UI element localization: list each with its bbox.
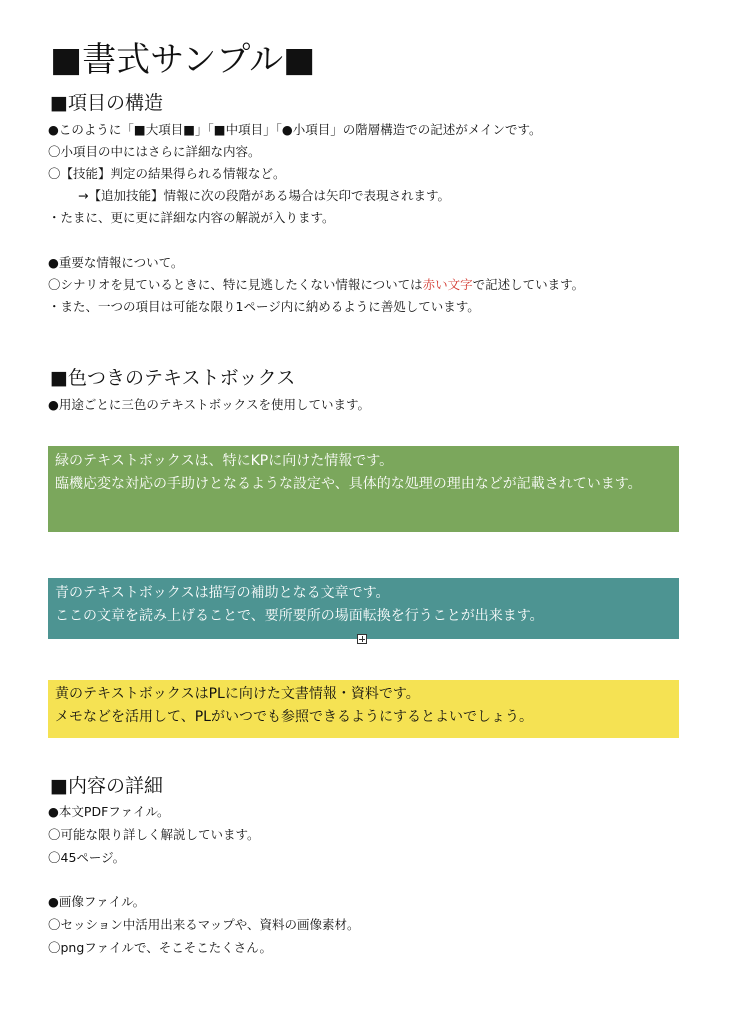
teal-textbox: [48, 578, 679, 639]
important-line: ●重要な情報について。: [48, 255, 184, 270]
yellow-textbox-line-1: 黄のテキストボックスはPLに向けた文書情報・資料です。: [55, 686, 420, 702]
structure-line-1: ●このように「■大項目■」「■中項目」「●小項目」の階層構造での記述がメインです。: [48, 122, 542, 137]
structure-line-2: 〇小項目の中にはさらに詳細な内容。: [48, 144, 261, 159]
heading-structure: ■項目の構造: [50, 92, 163, 114]
structure-line-4: →【追加技能】情報に次の段階がある場合は矢印で表現されます。: [78, 188, 450, 203]
teal-textbox-line-2: ここの文章を読み上げることで、要所要所の場面転換を行うことが出来ます。: [55, 608, 544, 624]
content-line-5: 〇セッション中活用出来るマップや、資料の画像素材。: [48, 917, 360, 932]
scenario-text-after: で記述しています。: [472, 277, 585, 292]
page-note-line: ・また、一つの項目は可能な限り1ページ内に納めるように善処しています。: [48, 299, 480, 314]
yellow-textbox: [48, 680, 679, 738]
content-line-2: 〇可能な限り詳しく解説しています。: [48, 827, 260, 842]
green-textbox-line-1: 緑のテキストボックスは、特にKPに向けた情報です。: [55, 453, 394, 469]
yellow-textbox-line-2: メモなどを活用して、PLがいつでも参照できるようにするとよいでしょう。: [55, 709, 533, 725]
anchor-handle-icon[interactable]: [357, 634, 367, 644]
page-title: ■書式サンプル■: [50, 40, 316, 80]
heading-content: ■内容の詳細: [50, 775, 163, 797]
green-textbox-line-2: 臨機応変な対応の手助けとなるような設定や、具体的な処理の理由などが記載されています。: [55, 476, 642, 492]
content-line-4: ●画像ファイル。: [48, 894, 146, 909]
scenario-text-before: 〇シナリオを見ているときに、特に見逃したくない情報については: [48, 277, 423, 292]
structure-line-3: 〇【技能】判定の結果得られる情報など。: [48, 166, 286, 181]
content-line-1: ●本文PDFファイル。: [48, 804, 170, 819]
red-text-highlight: 赤い文字: [422, 277, 473, 292]
content-line-3: 〇45ページ。: [48, 850, 126, 865]
green-textbox: [48, 446, 679, 532]
textboxes-intro: ●用途ごとに三色のテキストボックスを使用しています。: [48, 397, 371, 412]
scenario-line: [48, 276, 584, 294]
structure-line-5: ・たまに、更に更に詳細な内容の解説が入ります。: [48, 210, 335, 225]
content-line-6: 〇pngファイルで、そこそこたくさん。: [48, 940, 273, 955]
teal-textbox-line-1: 青のテキストボックスは描写の補助となる文章です。: [55, 585, 390, 601]
heading-textboxes: ■色つきのテキストボックス: [50, 367, 296, 389]
